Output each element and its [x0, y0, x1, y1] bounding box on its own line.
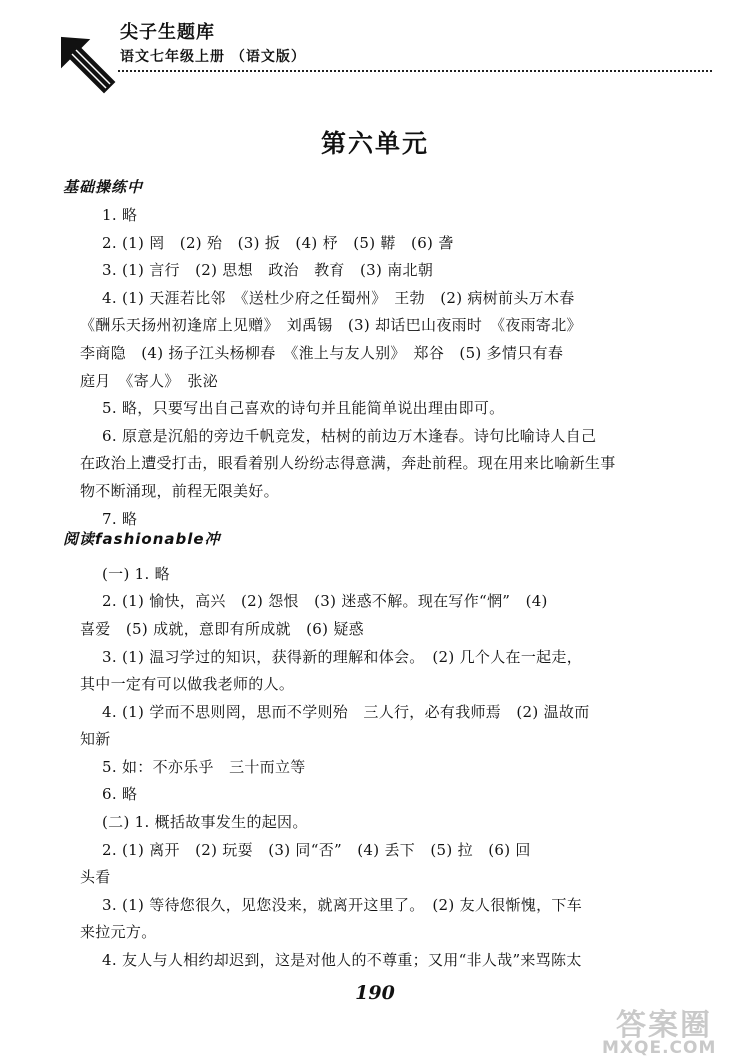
answer-line: 6. 原意是沉船的旁边千帆竞发，枯树的前边万木逢春。诗句比喻诗人自己 — [102, 426, 597, 445]
answer-line: 3. (1) 言行 (2) 思想 政治 教育 (3) 南北朝 — [102, 261, 434, 280]
watermark — [598, 1000, 746, 1060]
answer-line: (一) 1. 略 — [102, 564, 170, 583]
answer-line: 知新 — [80, 730, 111, 749]
answer-line: 4. (1) 天涯若比邻 《送杜少府之任蜀州》 王勃 (2) 病树前头万木春 — [102, 288, 575, 307]
answer-line: 物不断涌现，前程无限美好。 — [80, 481, 279, 500]
answer-line: 在政治上遭受打击，眼看着别人纷纷志得意满，奔赴前程。现在用来比喻新生事 — [80, 454, 616, 473]
answer-line: 其中一定有可以做我老师的人。 — [80, 675, 295, 694]
watermark-logo: 答案圈 — [616, 1008, 712, 1043]
answer-line: 2. (1) 罔 (2) 殆 (3) 扳 (4) 杼 (5) 鞯 (6) 詟 — [102, 233, 454, 252]
answer-line: 6. 略 — [102, 785, 138, 804]
answer-line: 来拉元方。 — [80, 923, 157, 942]
answer-line: 2. (1) 离开 (2) 玩耍 (3) 同“否” (4) 丢下 (5) 拉 (6) 回 — [102, 840, 531, 859]
section-heading-basics: 基础操练中 — [63, 178, 144, 196]
answer-line: 3. (1) 温习学过的知识，获得新的理解和体会。 (2) 几个人在一起走， — [102, 647, 583, 666]
section-heading-reading: 阅读fashionable冲 — [63, 530, 221, 548]
running-header — [52, 8, 662, 108]
answer-line: 《酬乐天扬州初逢席上见赠》 刘禹锡 (3) 却话巴山夜雨时 《夜雨寄北》 — [80, 316, 582, 335]
answer-line: 5. 如：不亦乐乎 三十而立等 — [102, 757, 306, 776]
answer-line: 7. 略 — [102, 509, 138, 528]
watermark-url: MXQE.COM — [602, 1038, 717, 1058]
answer-line: 庭月 《寄人》 张泌 — [80, 371, 219, 390]
answer-line: 头看 — [80, 868, 111, 887]
answer-line: 3. (1) 等待您很久，见您没来，就离开这里了。 (2) 友人很惭愧，下车 — [102, 895, 583, 914]
book-subtitle: 语文七年级上册 （语文版） — [120, 49, 306, 65]
answer-line: 4. (1) 学而不思则罔，思而不学则殆 三人行，必有我师焉 (2) 温故而 — [102, 702, 590, 721]
answer-line: 2. (1) 愉快，高兴 (2) 怨恨 (3) 迷惑不解。现在写作“惘” (4) — [102, 592, 548, 611]
arrow-logo-icon — [58, 34, 118, 96]
answer-body — [80, 202, 676, 975]
answer-line: 5. 略，只要写出自己喜欢的诗句并且能简单说出理由即可。 — [102, 399, 505, 418]
answer-line: 1. 略 — [102, 206, 138, 224]
chapter-title: 第六单元 — [320, 129, 429, 158]
answer-line: 喜爱 (5) 成就，意即有所成就 (6) 疑惑 — [80, 619, 364, 638]
answer-line: (二) 1. 概括故事发生的起因。 — [102, 813, 308, 832]
answer-line: 李商隐 (4) 扬子江头杨柳春 《淮上与友人别》 郑谷 (5) 多情只有春 — [80, 343, 564, 362]
page-number: 190 — [355, 982, 395, 1004]
answer-line: 4. 友人与人相约却迟到，这是对他人的不尊重；又用“非人哉”来骂陈太 — [102, 951, 582, 970]
header-dotted-rule — [118, 70, 712, 72]
book-title: 尖子生题库 — [120, 22, 215, 43]
